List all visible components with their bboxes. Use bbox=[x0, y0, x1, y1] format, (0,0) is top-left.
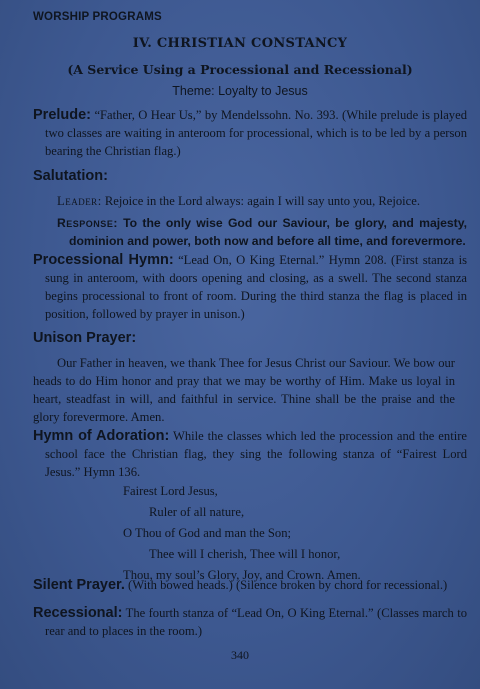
recessional-text: The fourth stanza of “Lead On, O King Eternal.” (Classes march to rear and to places in the room.) bbox=[45, 606, 467, 638]
unison-prayer-text: Our Father in heaven, we thank Thee for Jesus Christ our Saviour. We bow our heads to do Him honor and pray that we may be worthy of Him. Make us loyal in heart, steadfast in will, and faithful in service. Thine shall be the praise and the glory forevermore. Amen. bbox=[33, 356, 455, 424]
silent-prayer-label: Silent Prayer. bbox=[33, 577, 125, 593]
theme-line: Theme: Loyalty to Jesus bbox=[172, 84, 308, 98]
stanza-line: O Thou of God and man the Son; bbox=[123, 526, 292, 540]
leader-text: Rejoice in the Lord always: again I will say unto you, Rejoice. bbox=[104, 194, 420, 208]
section-subtitle: (A Service Using a Processional and Recessional) bbox=[67, 62, 413, 77]
salutation-heading: Salutation: bbox=[33, 168, 108, 184]
silent-prayer-text: (With bowed heads.) (Silence broken by chord for recessional.) bbox=[128, 578, 448, 592]
response-label: Response: bbox=[57, 216, 118, 230]
recessional-label: Recessional: bbox=[33, 605, 123, 621]
stanza-line: Ruler of all nature, bbox=[149, 505, 245, 519]
silent-prayer-paragraph bbox=[33, 576, 467, 594]
leader-line bbox=[57, 192, 467, 210]
section-title: IV. CHRISTIAN CONSTANCY bbox=[132, 36, 348, 51]
response-text: To the only wise God our Saviour, be glory, and majesty, dominion and power, both now and before all time, and forevermore. bbox=[69, 216, 467, 248]
leader-label: Leader: bbox=[57, 194, 102, 208]
prelude-paragraph bbox=[33, 106, 467, 160]
processional-paragraph bbox=[33, 251, 467, 323]
processional-label: Processional Hymn: bbox=[33, 252, 174, 268]
adoration-paragraph bbox=[33, 427, 467, 481]
prelude-label: Prelude: bbox=[33, 107, 92, 123]
running-head: WORSHIP PROGRAMS bbox=[33, 11, 162, 23]
hymn-stanza bbox=[123, 481, 423, 586]
unison-prayer-heading: Unison Prayer: bbox=[33, 330, 137, 346]
page-number: 340 bbox=[231, 648, 249, 662]
response-line bbox=[57, 214, 467, 250]
stanza-line: Thou, my soul’s Glory, Joy, and Crown. Amen. bbox=[123, 568, 361, 582]
adoration-label: Hymn of Adoration: bbox=[33, 428, 170, 444]
stanza-line: Thee will I cherish, Thee will I honor, bbox=[149, 547, 341, 561]
adoration-text: While the classes which led the procession and the entire school face the Christian flag, they sing the following stanza of “Fairest Lord Jesus.” Hymn 136. bbox=[45, 429, 467, 479]
stanza-line: Fairest Lord Jesus, bbox=[123, 484, 218, 498]
prelude-text: “Father, O Hear Us,” by Mendelssohn. No. 393. (While prelude is played two classes are waiting in anteroom for processional, which is to be led by a person bearing the Christian flag.) bbox=[45, 108, 467, 158]
recessional-paragraph bbox=[33, 604, 467, 640]
processional-text: “Lead On, O King Eternal.” Hymn 208. (First stanza is sung in anteroom, with doors opening and closing, as a swell. The second stanza begins processional to front of room. During the third stanza the flag is placed in position, followed by prayer in unison.) bbox=[45, 253, 467, 321]
